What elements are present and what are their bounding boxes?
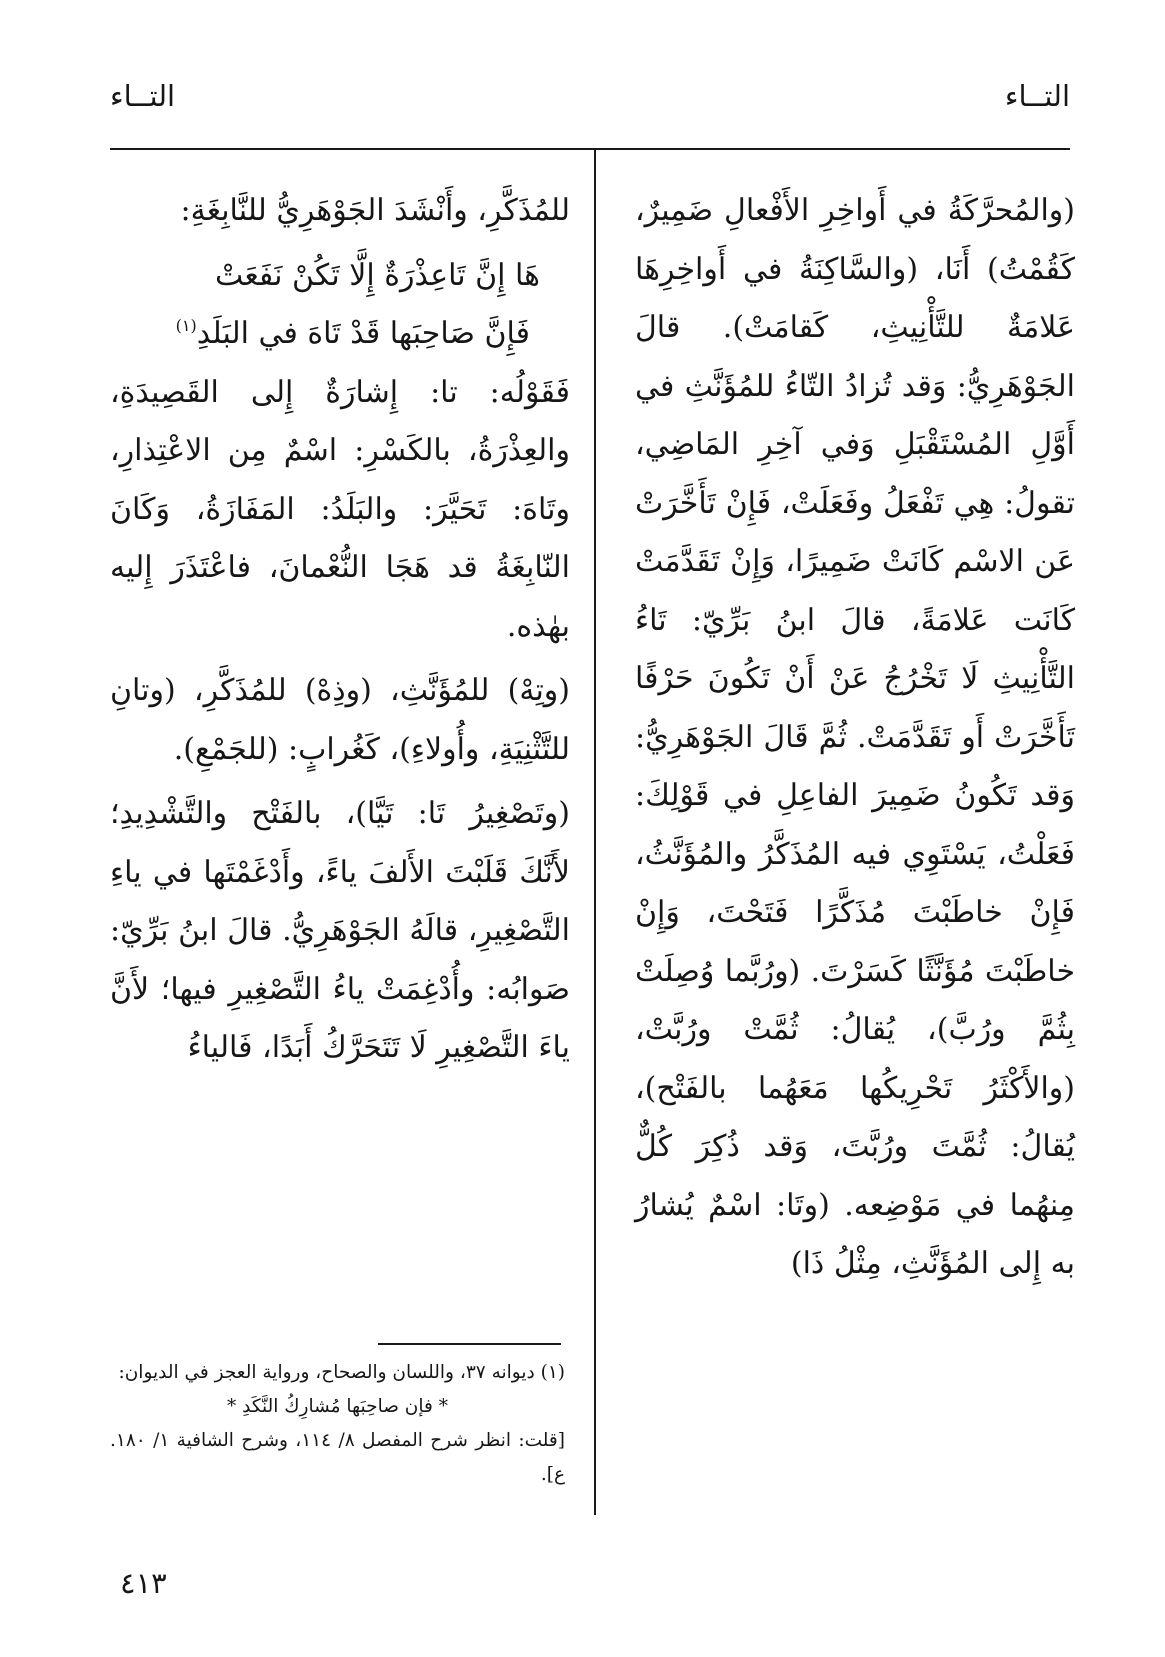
paragraph-intro: للمُذَكَّرِ، وأَنْشَدَ الجَوْهَرِيُّ للنَّابِغَةِ:	[180, 193, 570, 228]
footnote-marker: (١)	[175, 316, 197, 335]
footnote-rule	[378, 1343, 561, 1345]
footnote	[110, 1356, 565, 1492]
footnote-line: [قلت: انظر شرح المفصل ٨/ ١١٤، وشرح الشافية ١/ ١٨٠. ع].	[110, 1430, 565, 1485]
right-text-column	[635, 182, 1075, 1300]
paragraph: (وتِهْ) للمُؤَنَّثِ، (وذِهْ) للمُذَكَّرِ، (وتانِ للتَّثْنِيَةِ، وأُولاءِ)، كَغُرابٍ: (للجَمْعِ).	[110, 673, 570, 767]
verse-first-hemistich: هَا إِنَّ تَاعِذْرَةٌ إِلَّا تَكُنْ نَفَعَتْ	[214, 257, 540, 293]
page-number: ٤١٣	[120, 1566, 167, 1600]
footnote-verse: * فإن صاحِبَها مُشارِكُ النَّكَدِ *	[226, 1396, 448, 1417]
paragraph: (والمُحرَّكَةُ في أَواخِرِ الأَفْعالِ ضَمِيرٌ، كَقُمْتُ) أَنَا، (والسَّاكِنَةُ في أَواخِرِهَا عَلامَةٌ للتَّأْنِيثِ، كَقامَتْ). قالَ الجَوْهَرِيُّ: وَقد تُزادُ التّاءُ للمُؤَنَّثِ في أَوَّلِ المُسْتَقْبَلِ وَفي آخِرِ المَاضِي، تقولُ: هِي تَفْعَلُ وفَعَلَتْ، فَإِنْ تَأَخَّرَتْ عَن الاسْم كَانَتْ ضَمِيرًا، وَإِنْ تَقَدَّمَتْ كَانَت عَلامَةً، قالَ ابنُ بَرِّيّ: تَاءُ التَّأْنِيثِ لَا تَخْرُجُ عَنْ أَنْ تَكُونَ حَرْفًا تَأَخَّرَتْ أَو تَقَدَّمَتْ. ثُمَّ قَالَ الجَوْهَرِيُّ: وَقد تَكُونُ ضَمِيرَ الفاعِلِ في قَوْلِكَ: فَعَلْتُ، يَسْتَوِي فيه المُذَكَّرُ والمُؤَنَّثُ، فَإِنْ خاطَبْتَ مُذَكَّرًا فَتَحْتَ، وَإِنْ خاطَبْتَ مُؤَنَّثًا كَسَرْتَ. (ورُبَّما وُصِلَتْ بِثُمَّ ورُبَّ)، يُقالُ: ثُمَّتْ ورُبَّتْ، (والأَكْثَرُ تَحْرِيكُها مَعَهُما بالفَتْح)، يُقالُ: ثُمَّتَ ورُبَّتَ، وَقد ذُكِرَ كُلٌّ مِنهُما في مَوْضِعه. (وتَا: اسْمٌ يُشارُ به إِلى المُؤَنَّثِ، مِثْلُ ذَا)	[635, 193, 1075, 1281]
footnote-line: (١) ديوانه ٣٧، واللسان والصحاح، ورواية العجز في الديوان:	[118, 1362, 565, 1383]
column-divider	[594, 150, 596, 1515]
running-header-right: التــاء	[1004, 79, 1070, 113]
running-header-left: التــاء	[110, 79, 176, 113]
left-text-column	[110, 182, 570, 1084]
paragraph: فَقَوْلُه: تا: إِشارَةٌ إِلى القَصِيدَةِ، والعِذْرَةُ، بالكَسْرِ: اسْمٌ مِن الاعْتِذارِ، وتَاهَ: تَحَيَّرَ: والبَلَدُ: المَفَازَةُ، وَكَانَ النّابِغَةُ قد هَجَا النُّعْمانَ، فاعْتَذَرَ إِليه بهٰذه.	[110, 374, 570, 644]
paragraph: (وتَصْغِيرُ تَا: تَيَّا)، بالفَتْح والتَّشْدِيدِ؛ لأَنَّكَ قَلَبْتَ الأَلفَ ياءً، وأَدْغَمْتَها في ياءِ التَّصْغِيرِ، قالَهُ الجَوْهَرِيُّ. قالَ ابنُ بَرِّيّ: صَوابُه: وأُدْغِمَتْ ياءُ التَّصْغِيرِ فيها؛ لأَنَّ ياءَ التَّصْغِيرِ لَا تَتَحَرَّكُ أَبَدًا، فَالياءُ	[110, 796, 570, 1065]
verse-text: فَإِنَّ صَاحِبَها قَدْ تَاهَ في البَلَدِ	[196, 316, 530, 351]
verse-second-hemistich	[110, 305, 570, 364]
header-rule	[110, 148, 1070, 150]
